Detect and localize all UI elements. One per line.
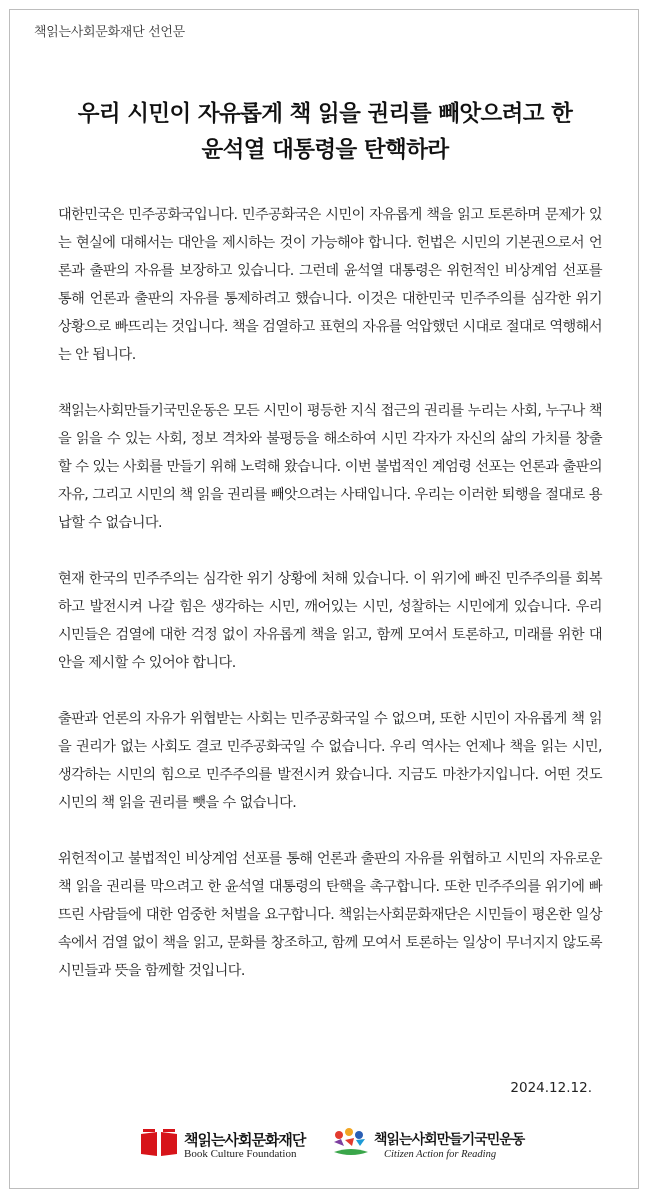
footer-logos [0,1122,650,1172]
title-line-2: 윤석열 대통령을 탄핵하라 [201,137,449,163]
open-book-icon [140,1128,178,1158]
paragraph: 현재 한국의 민주주의는 심각한 위기 상황에 처해 있습니다. 이 위기에 빠진 민주주의를 회복하고 발전시켜 나갈 힘은 생각하는 시민, 깨어있는 시민, 성찰하는 시민에게 있습니다. 우리 시민들은 검열에 대한 걱정 없이 자유롭게 책을 읽고, 함께 모여서 토론하고, 미래를 위한 대안을 제시할 수 있어야 합니다. [58,571,602,671]
title-line-1: 우리 시민이 자유롭게 책 읽을 권리를 빼앗으려고 한 [77,101,573,127]
paragraph: 책읽는사회만들기국민운동은 모든 시민이 평등한 지식 접근의 권리를 누리는 사회, 누구나 책을 읽을 수 있는 사회, 정보 격차와 불평등을 해소하여 시민 각자가 자신의 삶의 가치를 창출할 수 있는 사회를 만들기 위해 노력해 왔습니다. 이번 불법적인 계엄령 선포는 언론과 출판의 자유, 그리고 시민의 책 읽을 권리를 빼앗으려는 사태입니다. 우리는 이러한 퇴행을 절대로 용납할 수 없습니다. [58,403,602,531]
reading-people-icon [332,1126,370,1162]
paragraph: 대한민국은 민주공화국입니다. 민주공화국은 시민이 자유롭게 책을 읽고 토론하며 문제가 있는 현실에 대해서는 대안을 제시하는 것이 가능해야 합니다. 헌법은 시민의 기본권으로서 언론과 출판의 자유를 보장하고 있습니다. 그런데 윤석열 대통령은 위헌적인 비상계엄 선포를 통해 언론과 출판의 자유를 통제하려고 했습니다. 이것은 대한민국 민주주의를 심각한 위기 상황으로 빠뜨리는 것입니다. 책을 검열하고 표현의 자유를 억압했던 시대로 절대로 역행해서는 안 됩니다. [58,207,602,363]
movement-name: 책읽는사회만들기국민운동 [374,1132,525,1148]
declaration-date: 2024.12.12. [510,1080,592,1096]
declaration-body [58,201,602,1013]
movement-english-name: Citizen Action for Reading [384,1149,497,1160]
foundation-english-name: Book Culture Foundation [184,1148,297,1160]
paragraph: 출판과 언론의 자유가 위협받는 사회는 민주공화국일 수 없으며, 또한 시민이 자유롭게 책 읽을 권리가 없는 사회도 결코 민주공화국일 수 없습니다. 우리 역사는 언제나 책을 읽는 시민, 생각하는 시민의 힘으로 민주주의를 발전시켜 왔습니다. 지금도 마찬가지입니다. 어떤 것도 시민의 책 읽을 권리를 뺏을 수 없습니다. [58,711,602,811]
page-title [30,96,620,168]
header-label: 책읽는사회문화재단 선언문 [34,25,185,40]
paragraph: 위헌적이고 불법적인 비상계엄 선포를 통해 언론과 출판의 자유를 위협하고 시민의 자유로운 책 읽을 권리를 막으려고 한 윤석열 대통령의 탄핵을 촉구합니다. 또한 민주주의를 위기에 빠뜨린 사람들에 대한 엄중한 처벌을 요구합니다. 책읽는사회문화재단은 시민들이 평온한 일상 속에서 검열 없이 책을 읽고, 문화를 창조하고, 함께 모여서 토론하는 일상이 무너지지 않도록 시민들과 뜻을 함께할 것입니다. [58,851,602,979]
foundation-name: 책읽는사회문화재단 [184,1131,306,1149]
